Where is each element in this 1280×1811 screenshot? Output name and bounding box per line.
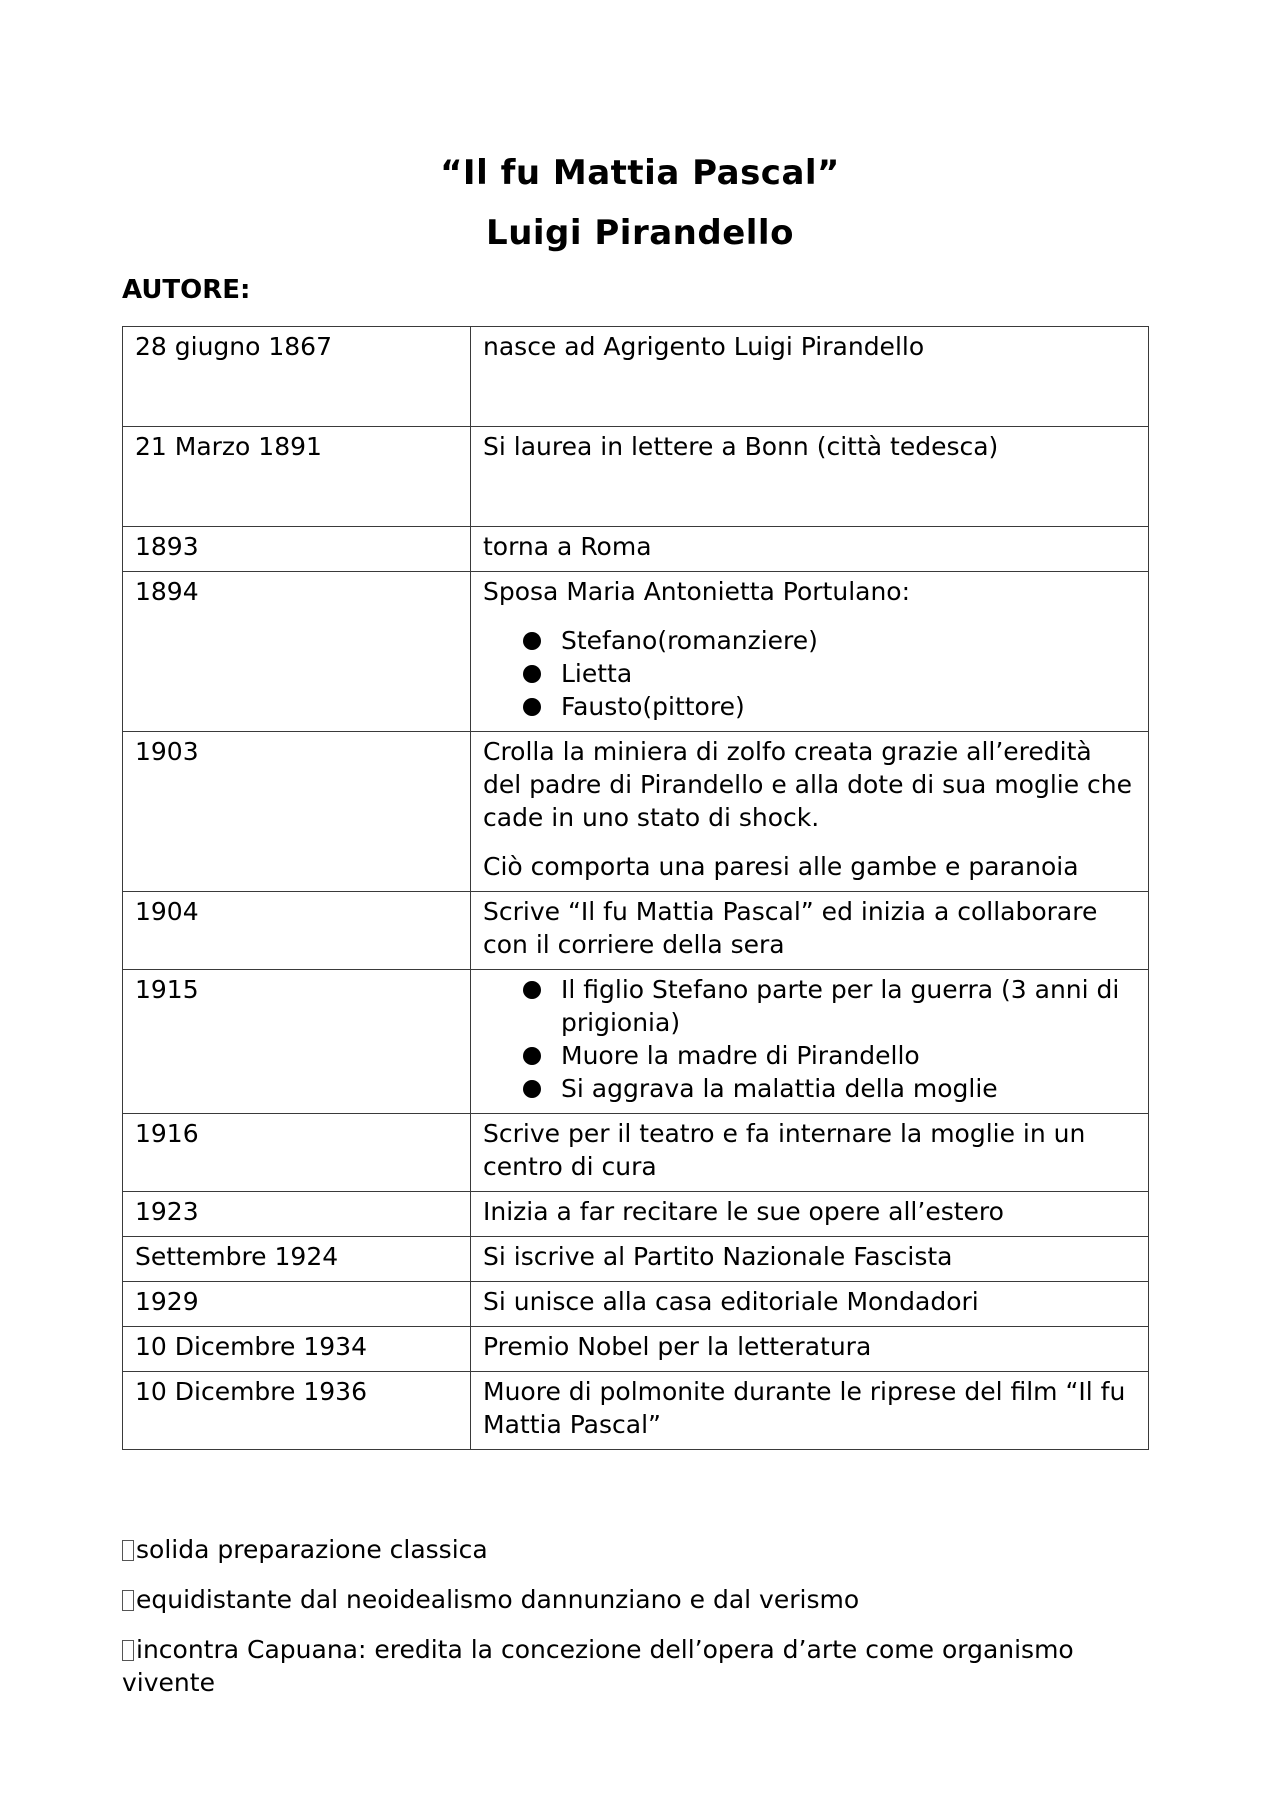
timeline-row xyxy=(123,1237,1149,1282)
event-paragraph: Inizia a far recitare le sue opere all’estero xyxy=(483,1197,1004,1226)
event-bullet-item: Fausto(pittore) xyxy=(523,690,1136,723)
timeline-row xyxy=(123,1114,1149,1192)
event-paragraph: Scrive “Il fu Mattia Pascal” ed inizia a collaborare con il corriere della sera xyxy=(483,897,1098,959)
timeline-table xyxy=(122,326,1149,1450)
event-paragraph: Premio Nobel per la letteratura xyxy=(483,1332,872,1361)
timeline-event xyxy=(471,1282,1149,1327)
timeline-row xyxy=(123,1327,1149,1372)
missing-glyph-icon xyxy=(122,1640,134,1661)
event-paragraph: Si unisce alla casa editoriale Mondadori xyxy=(483,1287,979,1316)
event-bullet-item: Lietta xyxy=(523,657,1136,690)
note-text: incontra Capuana: eredita la concezione dell’opera d’arte come organismo vivente xyxy=(122,1635,1074,1697)
event-bullet-item: Si aggrava la malattia della moglie xyxy=(523,1072,1136,1105)
note-text: equidistante dal neoidealismo dannunziano e dal verismo xyxy=(136,1585,860,1614)
timeline-event xyxy=(471,327,1149,427)
event-paragraph: Si laurea in lettere a Bonn (città tedesca) xyxy=(483,432,999,461)
timeline-row xyxy=(123,970,1149,1114)
timeline-date: Settembre 1924 xyxy=(123,1237,471,1282)
document-title: “Il fu Mattia Pascal” xyxy=(440,153,840,193)
note-text: solida preparazione classica xyxy=(136,1535,488,1564)
timeline-date: 28 giugno 1867 xyxy=(123,327,471,427)
timeline-event xyxy=(471,1372,1149,1450)
timeline-date: 1893 xyxy=(123,527,471,572)
timeline-event xyxy=(471,892,1149,970)
timeline-event xyxy=(471,1192,1149,1237)
event-paragraph: torna a Roma xyxy=(483,532,652,561)
timeline-date: 1923 xyxy=(123,1192,471,1237)
event-bullet-item: Il figlio Stefano parte per la guerra (3 anni di prigionia) xyxy=(523,973,1136,1039)
timeline-row xyxy=(123,572,1149,732)
timeline-row xyxy=(123,327,1149,427)
timeline-event xyxy=(471,427,1149,527)
timeline-row xyxy=(123,1282,1149,1327)
event-paragraph: Muore di polmonite durante le riprese del film “Il fu Mattia Pascal” xyxy=(483,1377,1126,1439)
event-paragraph: Scrive per il teatro e fa internare la moglie in un centro di cura xyxy=(483,1119,1086,1181)
timeline-row xyxy=(123,1372,1149,1450)
event-bullet-item: Stefano(romanziere) xyxy=(523,624,1136,657)
notes-list xyxy=(122,1533,1152,1716)
timeline-date: 1904 xyxy=(123,892,471,970)
note-item xyxy=(122,1633,1152,1699)
note-item xyxy=(122,1583,1152,1616)
timeline-event xyxy=(471,1237,1149,1282)
event-bullet-list xyxy=(483,973,1136,1105)
event-paragraph: Sposa Maria Antonietta Portulano: xyxy=(483,577,911,606)
timeline-event xyxy=(471,732,1149,892)
event-paragraph: Ciò comporta una paresi alle gambe e paranoia xyxy=(483,852,1079,881)
event-bullet-list xyxy=(483,624,1136,723)
timeline-event xyxy=(471,1327,1149,1372)
timeline-row xyxy=(123,527,1149,572)
timeline-event xyxy=(471,527,1149,572)
timeline-row xyxy=(123,1192,1149,1237)
event-paragraph: Crolla la miniera di zolfo creata grazie all’eredità del padre di Pirandello e alla dote di sua moglie che cade in uno stato di shock. xyxy=(483,737,1133,832)
timeline-date: 1916 xyxy=(123,1114,471,1192)
timeline-event xyxy=(471,1114,1149,1192)
event-bullet-item: Muore la madre di Pirandello xyxy=(523,1039,1136,1072)
timeline-event xyxy=(471,970,1149,1114)
event-paragraph: nasce ad Agrigento Luigi Pirandello xyxy=(483,332,925,361)
timeline-date: 1929 xyxy=(123,1282,471,1327)
timeline-date: 1903 xyxy=(123,732,471,892)
timeline-row xyxy=(123,427,1149,527)
event-paragraph: Si iscrive al Partito Nazionale Fascista xyxy=(483,1242,953,1271)
timeline-date: 21 Marzo 1891 xyxy=(123,427,471,527)
timeline-row xyxy=(123,732,1149,892)
timeline-date: 1894 xyxy=(123,572,471,732)
document-author: Luigi Pirandello xyxy=(486,213,794,253)
missing-glyph-icon xyxy=(122,1540,134,1561)
timeline-date: 10 Dicembre 1936 xyxy=(123,1372,471,1450)
timeline-date: 1915 xyxy=(123,970,471,1114)
section-label: AUTORE: xyxy=(122,275,251,305)
timeline-row xyxy=(123,892,1149,970)
note-item xyxy=(122,1533,1152,1566)
timeline-event xyxy=(471,572,1149,732)
missing-glyph-icon xyxy=(122,1590,134,1611)
timeline-date: 10 Dicembre 1934 xyxy=(123,1327,471,1372)
